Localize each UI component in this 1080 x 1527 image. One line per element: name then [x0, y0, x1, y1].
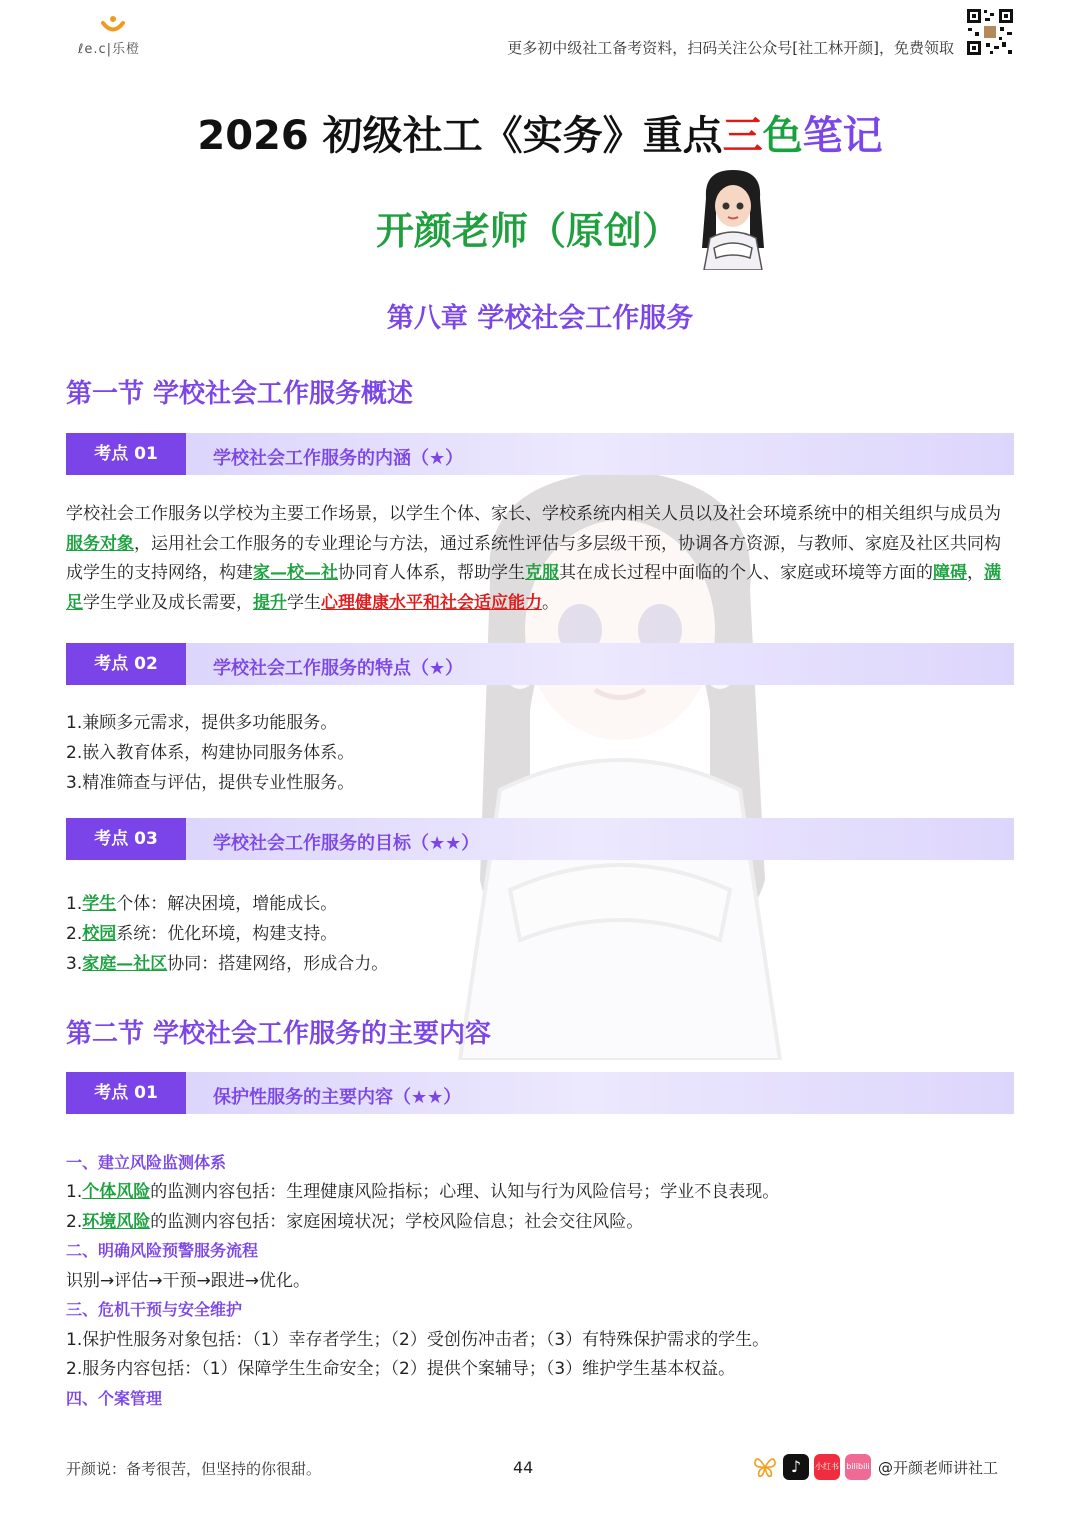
keyword-green: 克服 [525, 563, 559, 583]
key-point-title: 学校社会工作服务的内涵（★） [213, 448, 464, 469]
key-point-bar-1-3 [66, 818, 1014, 860]
keyword-green: 服务对象 [66, 533, 134, 554]
social-handle: @开颜老师讲社工 [878, 1459, 999, 1477]
subheading: 二、明确风险预警服务流程 [66, 1241, 259, 1260]
text-run: 学生学业及成长需要， [83, 592, 253, 613]
kp1-paragraph [66, 500, 1006, 618]
keyword-green: 障碍 [933, 563, 967, 583]
author-line: 开颜老师（原创） [376, 209, 681, 253]
text-run: 1. [66, 894, 83, 914]
section-2-title: 第二节 学校社会工作服务的主要内容 [66, 1019, 492, 1049]
text-run: 的监测内容包括：家庭困境状况；学校风险信息；社会交往风险。 [150, 1212, 644, 1232]
text-run: 个体：解决困境，增能成长。 [116, 894, 338, 914]
key-point-bar-1-2 [66, 643, 1014, 685]
text-run: 的监测内容包括：生理健康风险指标；心理、认知与行为风险信号；学业不良表现。 [150, 1182, 780, 1202]
keyword-green: 学生 [82, 894, 117, 914]
footer-quote: 开颜说：备考很苦，但坚持的你很甜。 [66, 1460, 322, 1478]
brand-logo [78, 14, 158, 56]
list-item [66, 949, 388, 974]
key-point-bar-1-1 [66, 433, 1014, 475]
list-item [66, 889, 337, 914]
bilibili-icon[interactable]: bilibili [845, 1454, 871, 1480]
title-color-2: 色 [762, 113, 803, 159]
text-run: 协同育人体系，帮助学生 [338, 563, 525, 583]
keyword-green: 提升 [253, 592, 287, 613]
text-run: 学校社会工作服务以学校为主要工作场景，以学生个体、家长、学校系统内相关人员以及社会环境系统中的相关组织与成员为 [66, 504, 1001, 524]
tiktok-icon[interactable]: ♪ [783, 1454, 809, 1480]
chapter-title: 第八章 学校社会工作服务 [386, 303, 694, 334]
butterfly-icon[interactable] [753, 1456, 777, 1478]
key-point-tag: 考点 01 [66, 433, 186, 475]
key-point-title: 保护性服务的主要内容（★★） [213, 1087, 462, 1108]
list-item: 1.兼顾多元需求，提供多功能服务。 [66, 713, 338, 733]
key-point-bar-2-1 [66, 1072, 1014, 1114]
text-run: 1. [66, 1182, 83, 1202]
key-point-title: 学校社会工作服务的特点（★） [213, 658, 464, 679]
text-run: 学生 [287, 592, 321, 613]
logo-text: ℓe.c|乐橙 [78, 42, 141, 57]
text-run: 3. [66, 954, 83, 974]
text-run: 协同：搭建网络，形成合力。 [167, 954, 389, 974]
keyword-green: 家庭—社区 [82, 954, 168, 974]
page-number: 44 [513, 1458, 534, 1477]
keyword-green: 满足 [66, 563, 1001, 613]
keyword-red: 心理健康水平和社会适应能力 [321, 592, 542, 613]
section-1-title: 第一节 学校社会工作服务概述 [66, 379, 414, 409]
text-run: ， [967, 563, 984, 583]
list-item: 识别→评估→干预→跟进→优化。 [66, 1271, 310, 1291]
list-item: 2.服务内容包括：（1）保障学生生命安全；（2）提供个案辅导；（3）维护学生基本权益。 [66, 1359, 736, 1379]
list-item [66, 919, 337, 944]
text-run: 其在成长过程中面临的个人、家庭或环境等方面的 [559, 563, 933, 583]
key-point-tag: 考点 02 [66, 643, 186, 685]
title-color-3: 笔记 [802, 113, 883, 159]
keyword-green: 个体风险 [82, 1182, 151, 1202]
list-item [66, 1177, 779, 1202]
subheading: 一、建立风险监测体系 [66, 1153, 227, 1172]
key-point-tag: 考点 03 [66, 818, 186, 860]
subheading: 四、个案管理 [66, 1389, 163, 1408]
text-run: ，运用社会工作服务的专业理论与方法，通过系统性评估与多层级干预，协调各方资源，与教师、家庭及社区共同构成学生的支持网络，构建 [66, 533, 1001, 583]
key-point-tag: 考点 01 [66, 1072, 186, 1114]
list-item: 3.精准筛查与评估，提供专业性服务。 [66, 773, 355, 793]
keyword-green: 环境风险 [82, 1212, 151, 1232]
teacher-avatar-icon [692, 168, 774, 270]
key-point-title: 学校社会工作服务的目标（★★） [213, 833, 480, 854]
text-run: 2. [66, 1212, 83, 1232]
text-run: 2. [66, 924, 83, 944]
qr-code-icon [966, 8, 1014, 56]
list-item: 1.保护性服务对象包括：（1）幸存者学生；（2）受创伤冲击者；（3）有特殊保护需求的学生。 [66, 1330, 770, 1350]
title-main: 2026 初级社工《实务》重点 [197, 113, 723, 159]
logo-mark-icon [100, 14, 126, 34]
keyword-green: 校园 [82, 924, 117, 944]
header-note: 更多初中级社工备考资料，扫码关注公众号[社工林开颜]，免费领取 [507, 39, 954, 57]
keyword-green: 家—校—社 [253, 563, 338, 583]
xiaohongshu-icon[interactable]: 小红书 [814, 1454, 840, 1480]
list-item: 2.嵌入教育体系，构建协同服务体系。 [66, 743, 355, 763]
list-item [66, 1207, 643, 1232]
title-color-1: 三 [722, 113, 763, 159]
document-title [0, 104, 1080, 161]
text-run: 系统：优化环境，构建支持。 [116, 924, 338, 944]
subheading: 三、危机干预与安全维护 [66, 1300, 243, 1319]
text-run: 。 [542, 592, 559, 613]
